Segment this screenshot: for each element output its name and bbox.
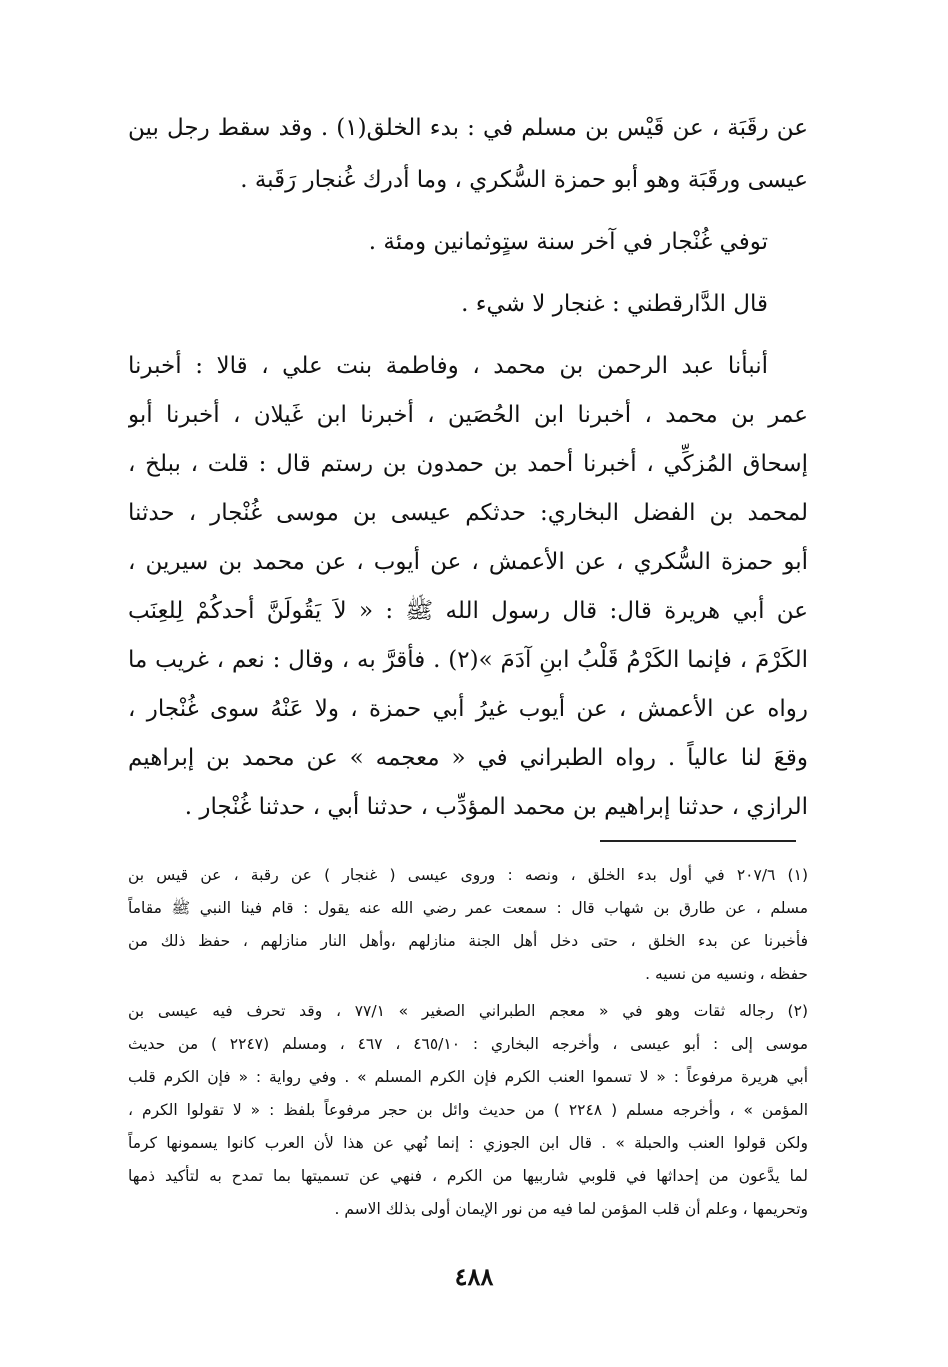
text-line: الرازي ، حدثنا إبراهيم بن محمد المؤدِّب ، حدثنا أبي ، حدثنا غُنْجار .	[184, 794, 808, 820]
text-line: عن أبي هريرة قال: قال رسول الله ﷺ : « لاَ يَقُولَنَّ أحدكُمْ لِلعِنَب	[128, 598, 808, 624]
footnote-line: (٢) رجاله ثقات وهو في « معجم الطبراني الصغير » ٧٧/١ ، وقد تحرف فيه عيسى بن	[128, 1002, 808, 1020]
text-line: لمحمد بن الفضل البخاري: حدثكم عيسى بن موسى غُنْجار ، حدثنا	[128, 500, 808, 526]
text-line: توفي غُنْجار في آخر سنة ستٍوثمانين ومئة .	[368, 229, 768, 255]
footnote-line: مسلم ، عن طارق بن شهاب قال : سمعت عمر رضي الله عنه يقول : قام فينا النبي ﷺ مقاماً	[128, 899, 808, 917]
text-line: عيسى ورقَبَة وهو أبو حمزة السُّكري ، وما أدرك غُنجار رَقَبة .	[240, 167, 808, 193]
text-line: عمر بن محمد ، أخبرنا ابن الحُصَين ، أخبرنا ابن غَيلان ، أخبرنا أبو	[128, 402, 808, 428]
text-line: أبو حمزة السُّكري ، عن الأعمش ، عن أيوب ، عن محمد بن سيرين ،	[128, 549, 808, 575]
footnote-line: (١) ٢٠٧/٦ في أول بدء الخلق ، ونصه : وروى عيسى ( غنجار ) عن رقبة ، عن قيس بن	[128, 866, 808, 884]
footnote-line: وتحريمها ، وعلم أن قلب المؤمن لما فيه من نور الإيمان أولى بذلك الاسم .	[334, 1200, 808, 1218]
text-line: الكَرْمَ ، فإنما الكَرْمُ قَلْبُ ابنِ آدَمَ »(٢) . فأقرَّ به ، وقال : نعم ، غريب ما	[128, 647, 808, 673]
footnote-line: لما يدَّعون من إحداثها في قلوبي شاربيها من الكرم ، فنهي عن تسميتها بما تمدح به لتأكيد ذمها	[128, 1167, 808, 1185]
main-text-block	[128, 108, 808, 838]
footnote-line: المؤمن » ، وأخرجه مسلم ( ٢٢٤٨ ) من حديث وائل بن حجر مرفوعاً بلفظ : « لا تقولوا الكرم ،	[128, 1101, 808, 1119]
text-line: أنبأنا عبد الرحمن بن محمد ، وفاطمة بنت علي ، قالا : أخبرنا	[128, 353, 768, 379]
text-line: قال الدَّارقطني : غنجار لا شيء .	[461, 291, 768, 317]
footnote-separator	[600, 840, 796, 842]
text-line: عن رقَبَة ، عن قَيْس بن مسلم في : بدء الخلق(١) . وقد سقط رجل بين	[128, 115, 808, 141]
footnote-line: حفظه ، ونسيه من نسيه .	[645, 965, 808, 983]
footnotes-block	[128, 860, 808, 1230]
footnote-line: ولكن قولوا العنب والحبلة » . قال ابن الجوزي : إنما نُهي عن هذا لأن العرب كانوا يسمونها كرماً	[128, 1134, 808, 1152]
text-line: وقعَ لنا عالياً . رواه الطبراني في « معجمه » عن محمد بن إبراهيم	[128, 745, 808, 771]
footnote-line: فأخبرنا عن بدء الخلق ، حتى دخل أهل الجنة منازلهم ،وأهل النار منازلهم ، حفظ ذلك من	[128, 932, 808, 950]
footnote-line: أبي هريرة مرفوعاً : « لا تسموا العنب الكرم فإن الكرم المسلم » . وفي رواية : « فإن الكرم قلب	[128, 1068, 808, 1086]
text-line: إسحاق المُزكِّي ، أخبرنا أحمد بن حمدون بن رستم قال : قلت ، ببلخ ،	[128, 451, 808, 477]
text-line: رواه عن الأعمش ، عن أيوب غيرُ أبي حمزة ، ولا عَنْهُ سوى غُنْجار ،	[128, 696, 808, 722]
page-number: ٤٨٨	[454, 1262, 494, 1291]
footnote-line: موسى إلى : أبو عيسى ، وأخرجه البخاري : ٤٦٥/١٠ ، ٤٦٧ ، ومسلم (٢٢٤٧ ) من حديث	[128, 1035, 808, 1053]
